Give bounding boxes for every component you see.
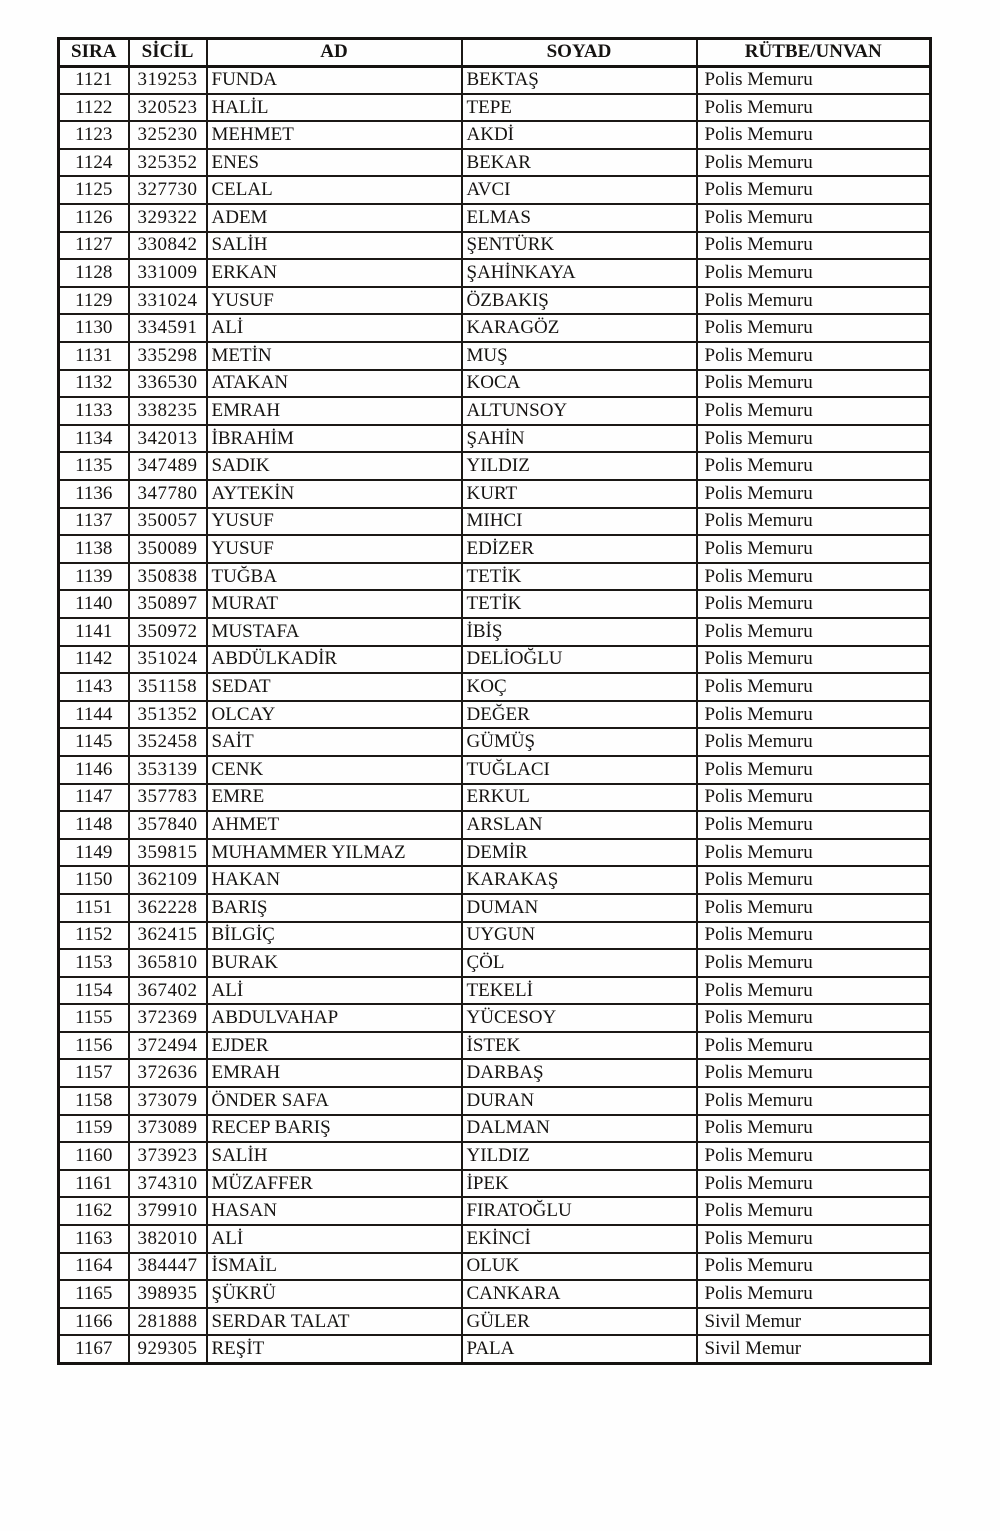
cell-ad: SEDAT	[207, 673, 462, 701]
cell-rutbe: Polis Memuru	[697, 342, 931, 370]
cell-ad: SALİH	[207, 1142, 462, 1170]
cell-rutbe: Polis Memuru	[697, 949, 931, 977]
cell-sira: 1122	[59, 94, 129, 122]
cell-sicil: 367402	[129, 977, 207, 1005]
cell-sira: 1125	[59, 176, 129, 204]
table-row	[59, 232, 931, 260]
cell-sira: 1164	[59, 1253, 129, 1281]
cell-sira: 1159	[59, 1115, 129, 1143]
table-row	[59, 1170, 931, 1198]
cell-rutbe: Polis Memuru	[697, 66, 931, 94]
cell-sicil: 327730	[129, 176, 207, 204]
cell-sira: 1140	[59, 590, 129, 618]
cell-sicil: 350972	[129, 618, 207, 646]
cell-ad: YUSUF	[207, 287, 462, 315]
cell-sira: 1167	[59, 1335, 129, 1363]
cell-sicil: 350057	[129, 508, 207, 536]
cell-soyad: ÇÖL	[462, 949, 697, 977]
cell-soyad: AKDİ	[462, 121, 697, 149]
cell-soyad: ŞAHİN	[462, 425, 697, 453]
cell-sira: 1165	[59, 1280, 129, 1308]
cell-soyad: ERKUL	[462, 784, 697, 812]
cell-rutbe: Polis Memuru	[697, 397, 931, 425]
cell-ad: ŞÜKRÜ	[207, 1280, 462, 1308]
cell-rutbe: Polis Memuru	[697, 149, 931, 177]
table-row	[59, 1253, 931, 1281]
table-row	[59, 784, 931, 812]
cell-sira: 1139	[59, 563, 129, 591]
cell-sira: 1162	[59, 1197, 129, 1225]
cell-ad: YUSUF	[207, 535, 462, 563]
cell-sira: 1156	[59, 1032, 129, 1060]
cell-sicil: 365810	[129, 949, 207, 977]
cell-rutbe: Polis Memuru	[697, 1142, 931, 1170]
cell-rutbe: Polis Memuru	[697, 1170, 931, 1198]
cell-sicil: 353139	[129, 756, 207, 784]
cell-ad: ÖNDER SAFA	[207, 1087, 462, 1115]
cell-sira: 1141	[59, 618, 129, 646]
cell-rutbe: Polis Memuru	[697, 1004, 931, 1032]
table-row	[59, 149, 931, 177]
cell-sicil: 331024	[129, 287, 207, 315]
cell-ad: EMRAH	[207, 397, 462, 425]
cell-soyad: GÜMÜŞ	[462, 728, 697, 756]
header-ad: AD	[207, 39, 462, 67]
cell-rutbe: Polis Memuru	[697, 922, 931, 950]
cell-ad: HASAN	[207, 1197, 462, 1225]
cell-rutbe: Polis Memuru	[697, 811, 931, 839]
table-row	[59, 397, 931, 425]
cell-sicil: 351024	[129, 646, 207, 674]
table-row	[59, 894, 931, 922]
table-header	[59, 39, 931, 67]
cell-sira: 1135	[59, 452, 129, 480]
cell-sicil: 329322	[129, 204, 207, 232]
cell-rutbe: Polis Memuru	[697, 563, 931, 591]
table-row	[59, 701, 931, 729]
cell-sira: 1134	[59, 425, 129, 453]
cell-rutbe: Polis Memuru	[697, 1032, 931, 1060]
cell-sicil: 359815	[129, 839, 207, 867]
cell-soyad: ŞENTÜRK	[462, 232, 697, 260]
cell-soyad: YÜCESOY	[462, 1004, 697, 1032]
header-soyad: SOYAD	[462, 39, 697, 67]
cell-rutbe: Polis Memuru	[697, 370, 931, 398]
header-rutbe-unvan: RÜTBE/UNVAN	[697, 39, 931, 67]
cell-sira: 1129	[59, 287, 129, 315]
cell-sicil: 374310	[129, 1170, 207, 1198]
cell-sicil: 352458	[129, 728, 207, 756]
table-row	[59, 1142, 931, 1170]
cell-soyad: DEMİR	[462, 839, 697, 867]
cell-sicil: 342013	[129, 425, 207, 453]
cell-soyad: KOCA	[462, 370, 697, 398]
cell-sicil: 362228	[129, 894, 207, 922]
cell-ad: MEHMET	[207, 121, 462, 149]
cell-ad: MUSTAFA	[207, 618, 462, 646]
cell-sira: 1121	[59, 66, 129, 94]
table-row	[59, 811, 931, 839]
cell-rutbe: Polis Memuru	[697, 259, 931, 287]
cell-ad: ABDÜLKADİR	[207, 646, 462, 674]
cell-sicil: 372636	[129, 1059, 207, 1087]
cell-soyad: KOÇ	[462, 673, 697, 701]
table-row	[59, 425, 931, 453]
cell-soyad: İPEK	[462, 1170, 697, 1198]
table-row	[59, 1197, 931, 1225]
table-row	[59, 314, 931, 342]
cell-rutbe: Polis Memuru	[697, 784, 931, 812]
cell-soyad: ŞAHİNKAYA	[462, 259, 697, 287]
cell-sira: 1127	[59, 232, 129, 260]
cell-rutbe: Polis Memuru	[697, 287, 931, 315]
cell-sicil: 320523	[129, 94, 207, 122]
cell-ad: MURAT	[207, 590, 462, 618]
cell-rutbe: Polis Memuru	[697, 204, 931, 232]
personnel-table	[57, 37, 932, 1365]
cell-sira: 1133	[59, 397, 129, 425]
cell-soyad: KARAKAŞ	[462, 866, 697, 894]
cell-rutbe: Polis Memuru	[697, 1197, 931, 1225]
cell-sicil: 336530	[129, 370, 207, 398]
cell-ad: BURAK	[207, 949, 462, 977]
cell-sira: 1155	[59, 1004, 129, 1032]
cell-sira: 1131	[59, 342, 129, 370]
table-row	[59, 176, 931, 204]
cell-sicil: 331009	[129, 259, 207, 287]
cell-rutbe: Polis Memuru	[697, 1059, 931, 1087]
cell-soyad: ALTUNSOY	[462, 397, 697, 425]
cell-soyad: DELİOĞLU	[462, 646, 697, 674]
cell-ad: CENK	[207, 756, 462, 784]
cell-ad: EJDER	[207, 1032, 462, 1060]
cell-sira: 1143	[59, 673, 129, 701]
cell-sira: 1142	[59, 646, 129, 674]
cell-sicil: 350089	[129, 535, 207, 563]
cell-soyad: TETİK	[462, 590, 697, 618]
table-row	[59, 866, 931, 894]
cell-sira: 1166	[59, 1308, 129, 1336]
cell-sira: 1145	[59, 728, 129, 756]
cell-soyad: KURT	[462, 480, 697, 508]
cell-sicil: 350897	[129, 590, 207, 618]
cell-ad: BİLGİÇ	[207, 922, 462, 950]
cell-sira: 1128	[59, 259, 129, 287]
cell-soyad: TEPE	[462, 94, 697, 122]
cell-rutbe: Sivil Memur	[697, 1308, 931, 1336]
cell-rutbe: Polis Memuru	[697, 590, 931, 618]
cell-soyad: CANKARA	[462, 1280, 697, 1308]
cell-rutbe: Polis Memuru	[697, 977, 931, 1005]
cell-soyad: İSTEK	[462, 1032, 697, 1060]
cell-rutbe: Polis Memuru	[697, 535, 931, 563]
cell-ad: RECEP BARIŞ	[207, 1115, 462, 1143]
cell-soyad: GÜLER	[462, 1308, 697, 1336]
cell-sicil: 373089	[129, 1115, 207, 1143]
cell-soyad: EDİZER	[462, 535, 697, 563]
cell-ad: METİN	[207, 342, 462, 370]
cell-rutbe: Polis Memuru	[697, 1253, 931, 1281]
cell-rutbe: Polis Memuru	[697, 232, 931, 260]
cell-sira: 1130	[59, 314, 129, 342]
cell-sira: 1160	[59, 1142, 129, 1170]
cell-sicil: 281888	[129, 1308, 207, 1336]
cell-sicil: 334591	[129, 314, 207, 342]
cell-ad: YUSUF	[207, 508, 462, 536]
cell-sicil: 362415	[129, 922, 207, 950]
table-row	[59, 508, 931, 536]
table-row	[59, 590, 931, 618]
cell-soyad: İBİŞ	[462, 618, 697, 646]
table-row	[59, 618, 931, 646]
cell-soyad: DUMAN	[462, 894, 697, 922]
cell-sira: 1124	[59, 149, 129, 177]
cell-soyad: ARSLAN	[462, 811, 697, 839]
cell-ad: SALİH	[207, 232, 462, 260]
cell-rutbe: Polis Memuru	[697, 121, 931, 149]
cell-sira: 1150	[59, 866, 129, 894]
cell-ad: MÜZAFFER	[207, 1170, 462, 1198]
cell-soyad: TEKELİ	[462, 977, 697, 1005]
cell-ad: AYTEKİN	[207, 480, 462, 508]
cell-sicil: 362109	[129, 866, 207, 894]
cell-rutbe: Polis Memuru	[697, 894, 931, 922]
cell-sicil: 373923	[129, 1142, 207, 1170]
table-row	[59, 563, 931, 591]
cell-rutbe: Polis Memuru	[697, 756, 931, 784]
cell-sicil: 335298	[129, 342, 207, 370]
cell-soyad: ÖZBAKIŞ	[462, 287, 697, 315]
cell-ad: HAKAN	[207, 866, 462, 894]
table-row	[59, 1335, 931, 1363]
cell-sicil: 347489	[129, 452, 207, 480]
cell-rutbe: Polis Memuru	[697, 176, 931, 204]
cell-sira: 1161	[59, 1170, 129, 1198]
cell-rutbe: Polis Memuru	[697, 314, 931, 342]
table-row	[59, 646, 931, 674]
cell-soyad: TUĞLACI	[462, 756, 697, 784]
cell-sira: 1144	[59, 701, 129, 729]
cell-ad: MUHAMMER YILMAZ	[207, 839, 462, 867]
header-row	[59, 39, 931, 67]
table-row	[59, 66, 931, 94]
cell-sicil: 384447	[129, 1253, 207, 1281]
cell-rutbe: Polis Memuru	[697, 94, 931, 122]
cell-soyad: BEKTAŞ	[462, 66, 697, 94]
cell-sira: 1147	[59, 784, 129, 812]
table-row	[59, 949, 931, 977]
table-row	[59, 756, 931, 784]
cell-rutbe: Polis Memuru	[697, 452, 931, 480]
cell-sicil: 330842	[129, 232, 207, 260]
table-row	[59, 977, 931, 1005]
cell-sira: 1153	[59, 949, 129, 977]
cell-sira: 1136	[59, 480, 129, 508]
cell-sira: 1163	[59, 1225, 129, 1253]
table-row	[59, 452, 931, 480]
cell-rutbe: Polis Memuru	[697, 480, 931, 508]
cell-ad: TUĞBA	[207, 563, 462, 591]
cell-soyad: DURAN	[462, 1087, 697, 1115]
cell-soyad: MIHCI	[462, 508, 697, 536]
cell-sicil: 398935	[129, 1280, 207, 1308]
cell-soyad: MUŞ	[462, 342, 697, 370]
cell-sicil: 338235	[129, 397, 207, 425]
cell-sira: 1137	[59, 508, 129, 536]
cell-soyad: OLUK	[462, 1253, 697, 1281]
table-row	[59, 1059, 931, 1087]
cell-sicil: 347780	[129, 480, 207, 508]
table-row	[59, 1308, 931, 1336]
cell-ad: SADIK	[207, 452, 462, 480]
cell-rutbe: Polis Memuru	[697, 1280, 931, 1308]
cell-ad: CELAL	[207, 176, 462, 204]
cell-ad: ALİ	[207, 314, 462, 342]
cell-sira: 1149	[59, 839, 129, 867]
cell-sicil: 351158	[129, 673, 207, 701]
cell-soyad: YILDIZ	[462, 452, 697, 480]
cell-rutbe: Polis Memuru	[697, 618, 931, 646]
table-row	[59, 922, 931, 950]
cell-sicil: 319253	[129, 66, 207, 94]
cell-ad: OLCAY	[207, 701, 462, 729]
cell-sira: 1157	[59, 1059, 129, 1087]
cell-ad: ABDULVAHAP	[207, 1004, 462, 1032]
cell-ad: AHMET	[207, 811, 462, 839]
cell-ad: SAİT	[207, 728, 462, 756]
cell-rutbe: Polis Memuru	[697, 673, 931, 701]
cell-ad: EMRE	[207, 784, 462, 812]
table-row	[59, 259, 931, 287]
cell-soyad: UYGUN	[462, 922, 697, 950]
cell-rutbe: Polis Memuru	[697, 728, 931, 756]
cell-sira: 1158	[59, 1087, 129, 1115]
cell-sira: 1126	[59, 204, 129, 232]
cell-soyad: DALMAN	[462, 1115, 697, 1143]
cell-rutbe: Polis Memuru	[697, 508, 931, 536]
cell-sicil: 379910	[129, 1197, 207, 1225]
cell-ad: ATAKAN	[207, 370, 462, 398]
table-row	[59, 480, 931, 508]
cell-soyad: FIRATOĞLU	[462, 1197, 697, 1225]
cell-rutbe: Polis Memuru	[697, 425, 931, 453]
cell-rutbe: Polis Memuru	[697, 839, 931, 867]
cell-soyad: PALA	[462, 1335, 697, 1363]
cell-rutbe: Polis Memuru	[697, 1225, 931, 1253]
table-row	[59, 370, 931, 398]
cell-ad: ERKAN	[207, 259, 462, 287]
cell-sira: 1152	[59, 922, 129, 950]
cell-sicil: 929305	[129, 1335, 207, 1363]
table-row	[59, 1004, 931, 1032]
cell-ad: ALİ	[207, 1225, 462, 1253]
cell-sicil: 372494	[129, 1032, 207, 1060]
cell-soyad: AVCI	[462, 176, 697, 204]
header-sira: SIRA	[59, 39, 129, 67]
cell-sicil: 351352	[129, 701, 207, 729]
cell-soyad: YILDIZ	[462, 1142, 697, 1170]
table-body	[59, 66, 931, 1363]
cell-sira: 1138	[59, 535, 129, 563]
cell-sicil: 325230	[129, 121, 207, 149]
cell-sira: 1154	[59, 977, 129, 1005]
table-row	[59, 342, 931, 370]
cell-ad: SERDAR TALAT	[207, 1308, 462, 1336]
cell-sira: 1146	[59, 756, 129, 784]
cell-ad: EMRAH	[207, 1059, 462, 1087]
cell-ad: ALİ	[207, 977, 462, 1005]
table-row	[59, 94, 931, 122]
cell-sicil: 372369	[129, 1004, 207, 1032]
cell-ad: FUNDA	[207, 66, 462, 94]
cell-ad: İSMAİL	[207, 1253, 462, 1281]
cell-rutbe: Polis Memuru	[697, 1115, 931, 1143]
cell-soyad: ELMAS	[462, 204, 697, 232]
table-row	[59, 287, 931, 315]
table-row	[59, 1115, 931, 1143]
table-row	[59, 673, 931, 701]
table-row	[59, 839, 931, 867]
cell-sira: 1123	[59, 121, 129, 149]
cell-soyad: BEKAR	[462, 149, 697, 177]
table-row	[59, 1032, 931, 1060]
table-row	[59, 1087, 931, 1115]
cell-ad: ADEM	[207, 204, 462, 232]
cell-soyad: DEĞER	[462, 701, 697, 729]
cell-rutbe: Polis Memuru	[697, 866, 931, 894]
header-sicil: SİCİL	[129, 39, 207, 67]
cell-sicil: 382010	[129, 1225, 207, 1253]
cell-sicil: 357840	[129, 811, 207, 839]
cell-ad: BARIŞ	[207, 894, 462, 922]
cell-sicil: 325352	[129, 149, 207, 177]
cell-ad: ENES	[207, 149, 462, 177]
cell-rutbe: Polis Memuru	[697, 646, 931, 674]
cell-soyad: KARAGÖZ	[462, 314, 697, 342]
cell-rutbe: Sivil Memur	[697, 1335, 931, 1363]
cell-sicil: 373079	[129, 1087, 207, 1115]
cell-rutbe: Polis Memuru	[697, 1087, 931, 1115]
table-row	[59, 1280, 931, 1308]
table-row	[59, 121, 931, 149]
cell-sicil: 350838	[129, 563, 207, 591]
table-row	[59, 204, 931, 232]
cell-soyad: DARBAŞ	[462, 1059, 697, 1087]
cell-soyad: EKİNCİ	[462, 1225, 697, 1253]
table-row	[59, 728, 931, 756]
cell-sira: 1148	[59, 811, 129, 839]
cell-ad: HALİL	[207, 94, 462, 122]
cell-sira: 1132	[59, 370, 129, 398]
table-row	[59, 1225, 931, 1253]
cell-rutbe: Polis Memuru	[697, 701, 931, 729]
cell-ad: İBRAHİM	[207, 425, 462, 453]
cell-sicil: 357783	[129, 784, 207, 812]
table-row	[59, 535, 931, 563]
cell-sira: 1151	[59, 894, 129, 922]
cell-soyad: TETİK	[462, 563, 697, 591]
cell-ad: REŞİT	[207, 1335, 462, 1363]
